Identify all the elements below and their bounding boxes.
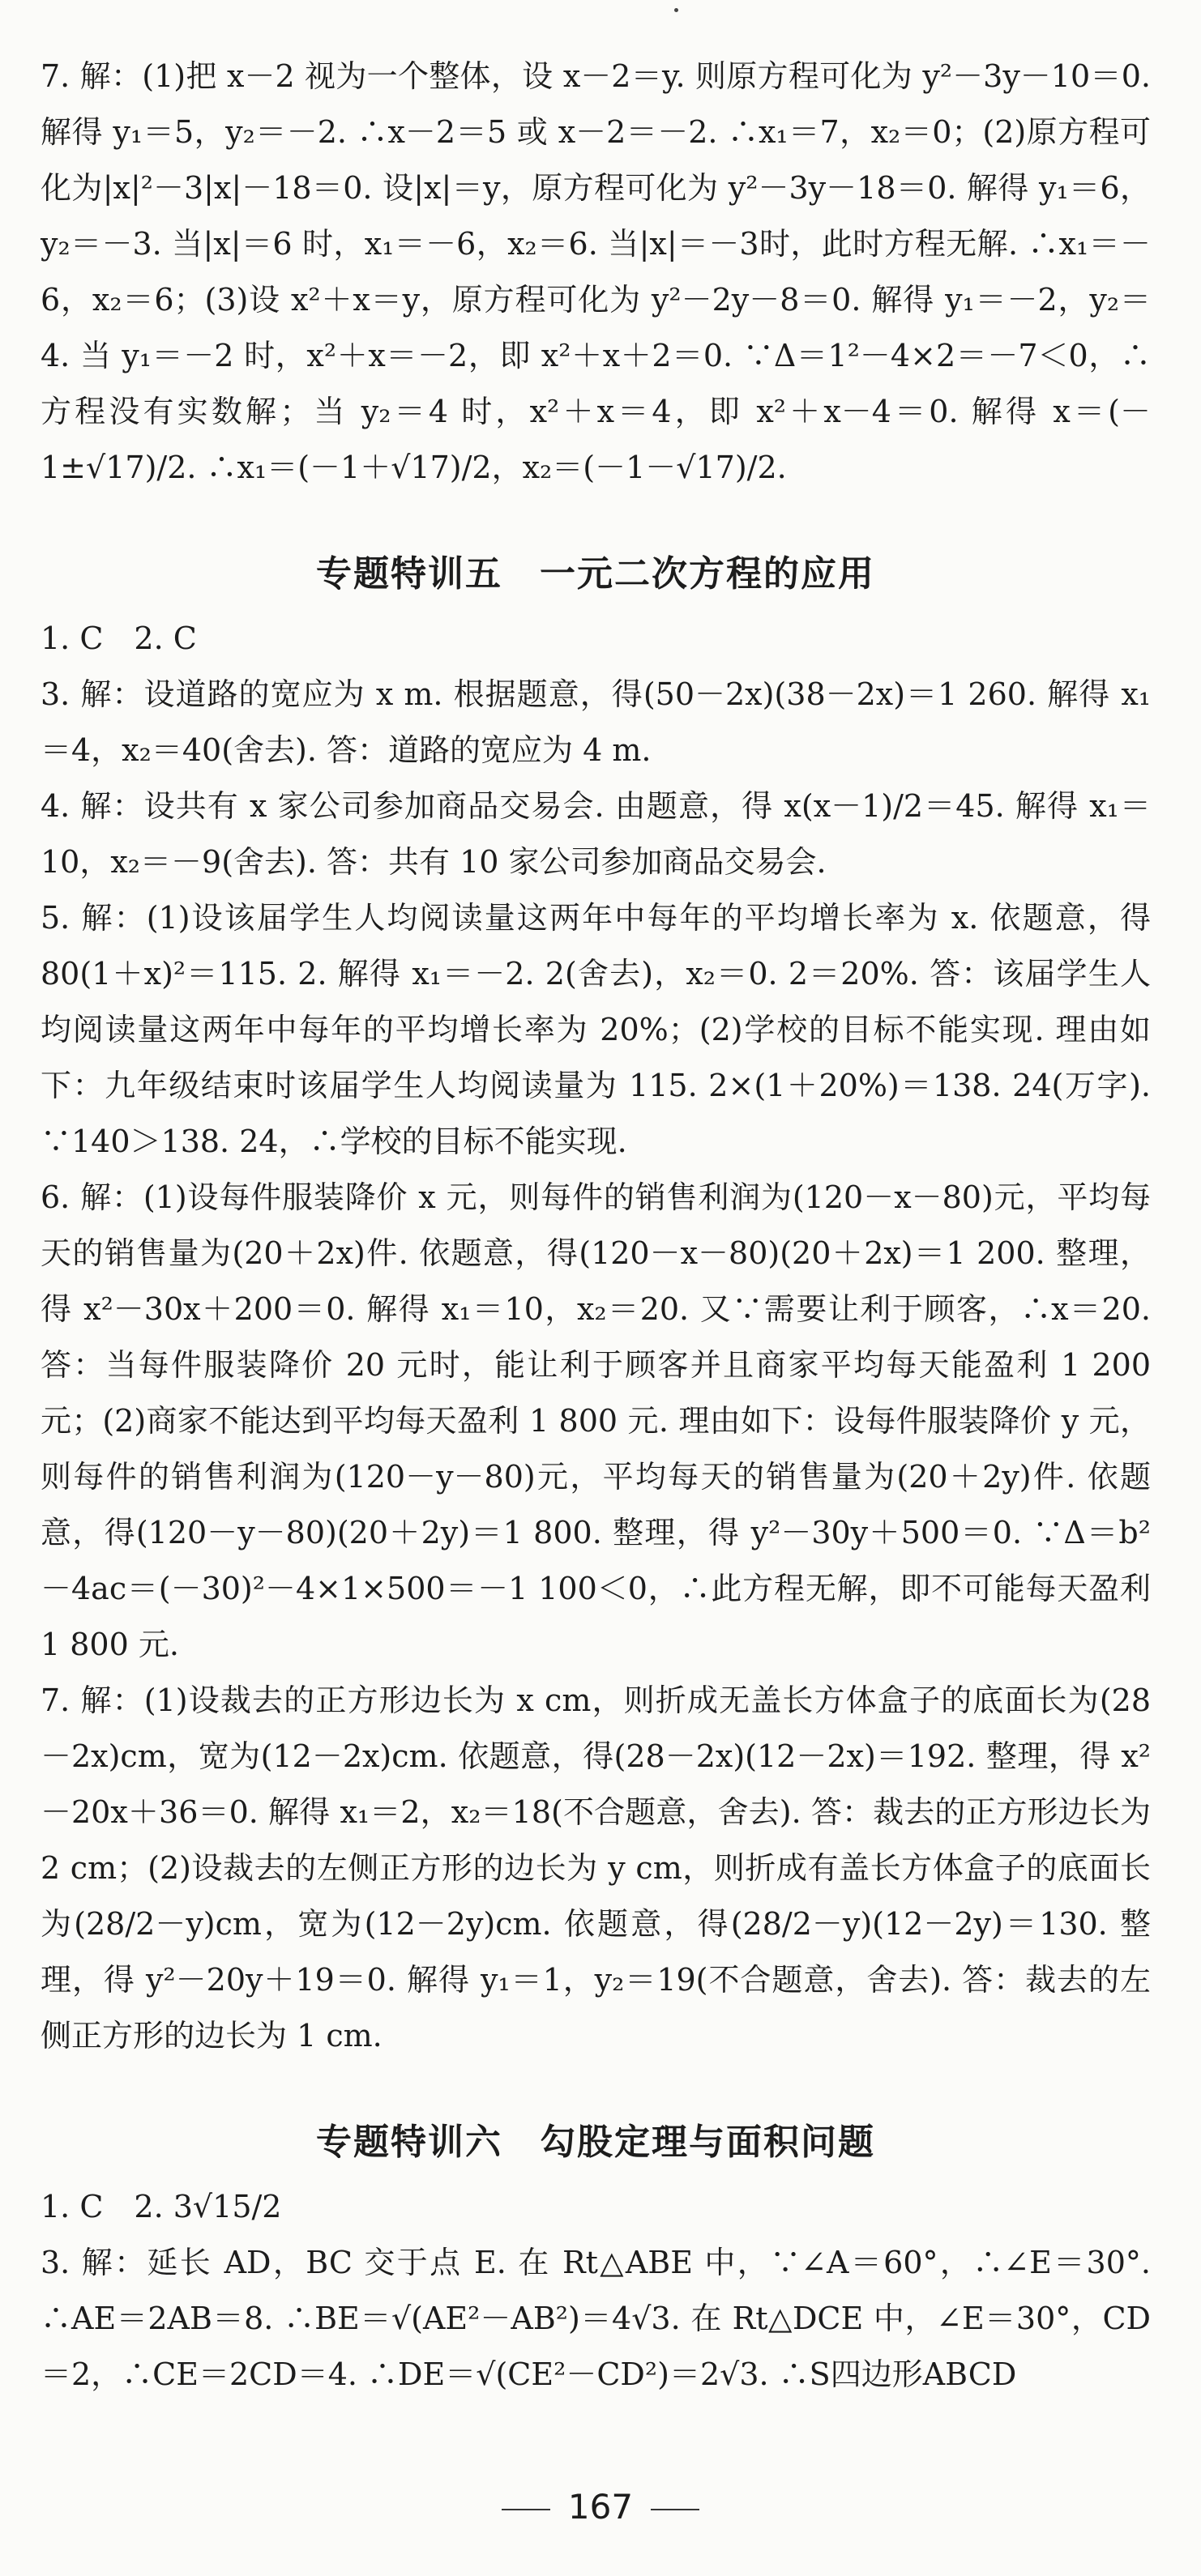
answer-7-quadratic-substitution: 7. 解：(1)把 x－2 视为一个整体，设 x－2＝y. 则原方程可化为 y²－3y－10＝0. 解得 y₁＝5，y₂＝－2. ∴x－2＝5 或 x－2＝－2. ∴x₁＝7，x₂＝0；(2)原方程可化为|x|²－3|x|－18＝0. 设|x|＝y，原方程可化为 y²－3y－18＝0. 解得 y₁＝6，y₂＝－3. 当|x|＝6 时，x₁＝－6，x₂＝6. 当|x|＝－3时，此时方程无解. ∴x₁＝－6，x₂＝6；(3)设 x²＋x＝y，原方程可化为 y²－2y－8＝0. 解得 y₁＝－2，y₂＝4. 当 y₁＝－2 时，x²＋x＝－2，即 x²＋x＋2＝0. ∵Δ＝1²－4×2＝－7＜0，∴方程没有实数解；当 y₂＝4 时，x²＋x＝4，即 x²＋x－4＝0. 解得 x＝(－1±√17)/2. ∴x₁＝(－1＋√17)/2，x₂＝(－1－√17)/2.: [41, 58, 1151, 485]
section-heading: 专题特训六 勾股定理与面积问题: [316, 2122, 875, 2163]
page-number-footer: [0, 2487, 1201, 2527]
answer-4: 4. 解：设共有 x 家公司参加商品交易会. 由题意，得 x(x－1)/2＝45. 解得 x₁＝10，x₂＝－9(舍去). 答：共有 10 家公司参加商品交易会.: [41, 788, 1151, 880]
section-topic-6: [41, 2113, 1151, 2403]
answer-3: 3. 解：延长 AD，BC 交于点 E. 在 Rt△ABE 中，∵∠A＝60°，∴∠E＝30°. ∴AE＝2AB＝8. ∴BE＝√(AE²－AB²)＝4√3. 在 Rt△DCE 中，∠E＝30°，CD＝2，∴CE＝2CD＝4. ∴DE＝√(CE²－CD²)＝2√3. ∴S四边形ABCD: [41, 2245, 1151, 2392]
section-topic-5: [41, 544, 1151, 2064]
answer-5: 5. 解：(1)设该届学生人均阅读量这两年中每年的平均增长率为 x. 依题意，得 80(1＋x)²＝115. 2. 解得 x₁＝－2. 2(舍去)，x₂＝0. 2＝20%. 答：该届学生人均阅读量这两年中每年的平均增长率为 20%；(2)学校的目标不能实现. 理由如下：九年级结束时该届学生人均阅读量为 115. 2×(1＋20%)＝138. 24(万字). ∵140＞138. 24，∴学校的目标不能实现.: [41, 900, 1151, 1159]
footer-dash-right: [651, 2509, 699, 2510]
answer-7: 7. 解：(1)设裁去的正方形边长为 x cm，则折成无盖长方体盒子的底面长为(28－2x)cm，宽为(12－2x)cm. 依题意，得(28－2x)(12－2x)＝192. 整理，得 x²－20x＋36＝0. 解得 x₁＝2，x₂＝18(不合题意，舍去). 答：裁去的正方形边长为 2 cm；(2)设裁去的左侧正方形的边长为 y cm，则折成有盖长方体盒子的底面长为(28/2－y)cm，宽为(12－2y)cm. 依题意，得(28/2－y)(12－2y)＝130. 整理，得 y²－20y＋19＝0. 解得 y₁＝1，y₂＝19(不合题意，舍去). 答：裁去的左侧正方形的边长为 1 cm.: [41, 1683, 1151, 2054]
page-number: 167: [567, 2487, 634, 2527]
footer-dash-left: [502, 2509, 550, 2510]
section-topic-4-answers: [41, 49, 1151, 496]
answer-1-2: 1. C 2. 3√15/2: [41, 2189, 282, 2224]
section-heading: 专题特训五 一元二次方程的应用: [316, 553, 875, 595]
scan-speck: [674, 8, 678, 12]
answer-1-2: 1. C 2. C: [41, 621, 197, 656]
answer-3: 3. 解：设道路的宽应为 x m. 根据题意，得(50－2x)(38－2x)＝1 260. 解得 x₁＝4，x₂＝40(舍去). 答：道路的宽应为 4 m.: [41, 676, 1151, 768]
document-page: [41, 49, 1151, 2403]
answer-6: 6. 解：(1)设每件服装降价 x 元，则每件的销售利润为(120－x－80)元，平均每天的销售量为(20＋2x)件. 依题意，得(120－x－80)(20＋2x)＝1 200. 整理，得 x²－30x＋200＝0. 解得 x₁＝10，x₂＝20. 又∵需要让利于顾客，∴x＝20. 答：当每件服装降价 20 元时，能让利于顾客并且商家平均每天能盈利 1 200 元；(2)商家不能达到平均每天盈利 1 800 元. 理由如下：设每件服装降价 y 元，则每件的销售利润为(120－y－80)元，平均每天的销售量为(20＋2y)件. 依题意，得(120－y－80)(20＋2y)＝1 800. 整理，得 y²－30y＋500＝0. ∵Δ＝b²－4ac＝(－30)²－4×1×500＝－1 100＜0，∴此方程无解，即不可能每天盈利 1 800 元.: [41, 1179, 1151, 1662]
